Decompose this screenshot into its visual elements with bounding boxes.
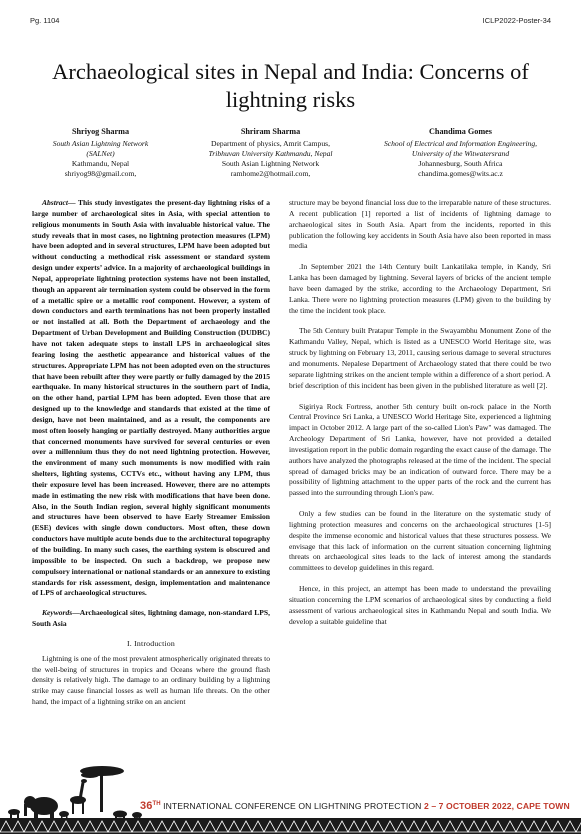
- body-paragraph: The 5th Century built Pratapur Temple in the Swayambhu Monument Zone of the Kathmandu Valley, Nepal, which is listed as a UNESCO World Heritage site, was struck by lightning on February 13, 2011, causing serious damage to several structures and monuments. Nepalese Department of Archaeology stated that there could be two separate lightning strikes on the ancient temple within a difference of a short period. A brief description of this incident has been given in the published literature as well [2].: [289, 326, 551, 390]
- conference-footer: [0, 760, 581, 834]
- author-affiliation: Department of physics, Amrit Campus,: [211, 139, 330, 148]
- keywords-label: Keywords: [42, 608, 73, 618]
- section-heading: I. Introduction: [126, 638, 176, 648]
- conference-name: INTERNATIONAL CONFERENCE ON LIGHTNING PROTECTION: [160, 801, 424, 811]
- author-2: [173, 127, 368, 179]
- poster-id: ICLP2022-Poster-34: [482, 16, 551, 25]
- decorative-pattern: [0, 818, 581, 834]
- author-email: chandima.gomes@wits.ac.z: [418, 169, 503, 178]
- conference-dates: 2 – 7 OCTOBER 2022, CAPE TOWN: [423, 801, 570, 811]
- abstract-text: — This study investigates the present-day lightning risks of a large number of archaeological sites in Asia, with special attention to religious monuments in South Asia with invaluable historical value. The study reveals that in most cases, no lightning protection measures (LPM) have been adopted and in several structures, LPM have been adopted but without conducting a methodical risk assessment or standard system design under experts’ advice. In a majority of archaeological buildings in Nepal, appropriate lightning protection systems have not been installed, though an apparent air termination system could be observed in the form of a metallic spire or a metallic roof component. However, a system of down conductors and earth terminations has not been properly installed or not installed at all. Both the Department of archaeology and the Department of Urban Development and Building Construction (DUDBC) have not taken adequate steps to install LPS in archaeological sites fearing losing the aesthetic appearance and historical values of the structures. Appropriate LPM has not been adopted even on the structures that have been rebuilt after they were partly or fully damaged by the 2015 earthquake. In many historical structures in the southern part of India, on the other hand, partial LPM has been adopted. Even those that are designed up to the knowledge and standards that existed at the time of design, have not been maintained, and as a result, the components are most often loosely hanging or partially destroyed. Many authorities argue that concerned monuments have survived for several centuries or even over a millennium thus they do not need lightning protection. However, the environment of many such monuments is now modified with rain shelters, lighting systems, CCTVs etc., without having any LPM, thus their exposure level has been increased. However, there are no attempts made in estimating the new risk with modifications that have been done. Also, in the South Indian region, several highly significant monuments and structures have been observed to have Early Streamer Emission (ESE) devices with single down conductors. Most often, these down conductors have multiple acute bends due to the architectural topography of the building. In many such cases, the earthing system is obscured and impossible to be inspected. On such a backdrop, we propose new compulsory international or national standards or an annexure to existing standards for risk assessment, design, implementation and maintenance of LPS of archaeological structures.: [32, 198, 270, 598]
- intro-paragraph: Lightning is one of the most prevalent atmospherically originated threats to the well-being of structures in tropics and Oceans where the ground flash density is relatively high. The damage to an ordinary building by a lightning strike may cause financial losses as well as human life threats. On the other hand, the impact of a lightning strike on an ancient: [32, 653, 270, 707]
- author-name: Shriyog Sharma: [71, 127, 130, 136]
- author-block: [28, 127, 553, 179]
- body-paragraph: .In September 2021 the 14th Century built Lankatilaka temple, in Kandy, Sri Lanka has been damaged by lightning. Several layers of bricks of the ancient temple have been damaged by the strike, according to the Archaeology Department, Sri Lanka. There were no lightning protection measures (LPM) given to the building by the time the incident took place.: [289, 262, 551, 315]
- conference-number: 36: [140, 800, 153, 812]
- paper-title: Archaeological sites in Nepal and India: Concerns of lightning risks: [52, 59, 529, 112]
- body-paragraph: Sigiriya Rock Fortress, another 5th century built on-rock palace in the North Central Province Sri Lanka, a UNESCO World Heritage Site, experienced a lightning impact in October 2012. A large part of the so-called Lion's Paw" was damaged. The Archeology Department of Sri Lanka, however, have not provided a detailed investigation report in the public domain regarding the exact cause of the damage. The authors have analyzed the photographs released at the time of the incident. The special spread of damaged bricks may be an indication of outward force. There may be a possibility of lightning attachment to the upper parts of the rock and the current has passed into the surrounding through Lion's paw.: [289, 401, 551, 498]
- author-affiliation: School of Electrical and Information Engineering,: [383, 139, 538, 148]
- abstract: [32, 198, 270, 599]
- author-affiliation: South Asian Lightning Network: [221, 159, 320, 168]
- author-affiliation: (SALNet): [86, 149, 115, 158]
- abstract-label: Abstract: [42, 198, 68, 207]
- page-number: Pg. 1104: [30, 16, 60, 25]
- author-location: Kathmandu, Nepal: [71, 159, 130, 168]
- body-paragraph: Hence, in this project, an attempt has been made to understand the prevailing situation concerning the LPM scenarios of archaeological sites by conducting a field assessment of various archaeological sites in Kathmandu Nepal and south India. We develop a suitable guideline that: [289, 584, 551, 626]
- author-affiliation: University of the Witwatersrand: [411, 149, 510, 158]
- author-1: [28, 127, 173, 179]
- conference-ordinal: TH: [152, 801, 161, 808]
- author-3: [368, 127, 553, 179]
- wildlife-silhouette-icon: [2, 762, 152, 826]
- author-name: Chandima Gomes: [428, 127, 492, 136]
- author-email: ramhome2@hotmail.com,: [230, 169, 311, 178]
- left-column: [32, 198, 270, 708]
- body-paragraph: Only a few studies can be found in the literature on the systematic study of lightning protection measures and concerns on the archaeological structures [1-5] despite the immense economic and historical values that these structures possess. We envisage that this lack of information on the current situation concerning lightning threats on archaeological sites leads to the lack of interest among the standards committees to develop guidelines in this regard.: [289, 509, 551, 573]
- keywords: [32, 608, 270, 630]
- author-name: Shriram Sharma: [240, 127, 301, 136]
- author-affiliation: South Asian Lightning Network: [52, 139, 149, 148]
- right-column: [289, 198, 551, 628]
- conference-title: [140, 800, 570, 812]
- keywords-text: —Archaeological sites, lightning damage, non-standard LPS, South Asia: [32, 608, 270, 629]
- body-paragraph: structure may be beyond financial loss due to the irreparable nature of these structures. A recent publication [1] reported a list of incidents of lightning damage to archaeological sites in South Asia. Apart from the incidents, reported in this publication the following key accidents in South Asia have also been reported in mass media: [289, 198, 551, 251]
- author-email: shriyog98@gmail.com,: [64, 169, 137, 178]
- author-affiliation: Tribhuvan University Kathmandu, Nepal: [208, 149, 333, 158]
- author-location: Johannesburg, South Africa: [418, 159, 503, 168]
